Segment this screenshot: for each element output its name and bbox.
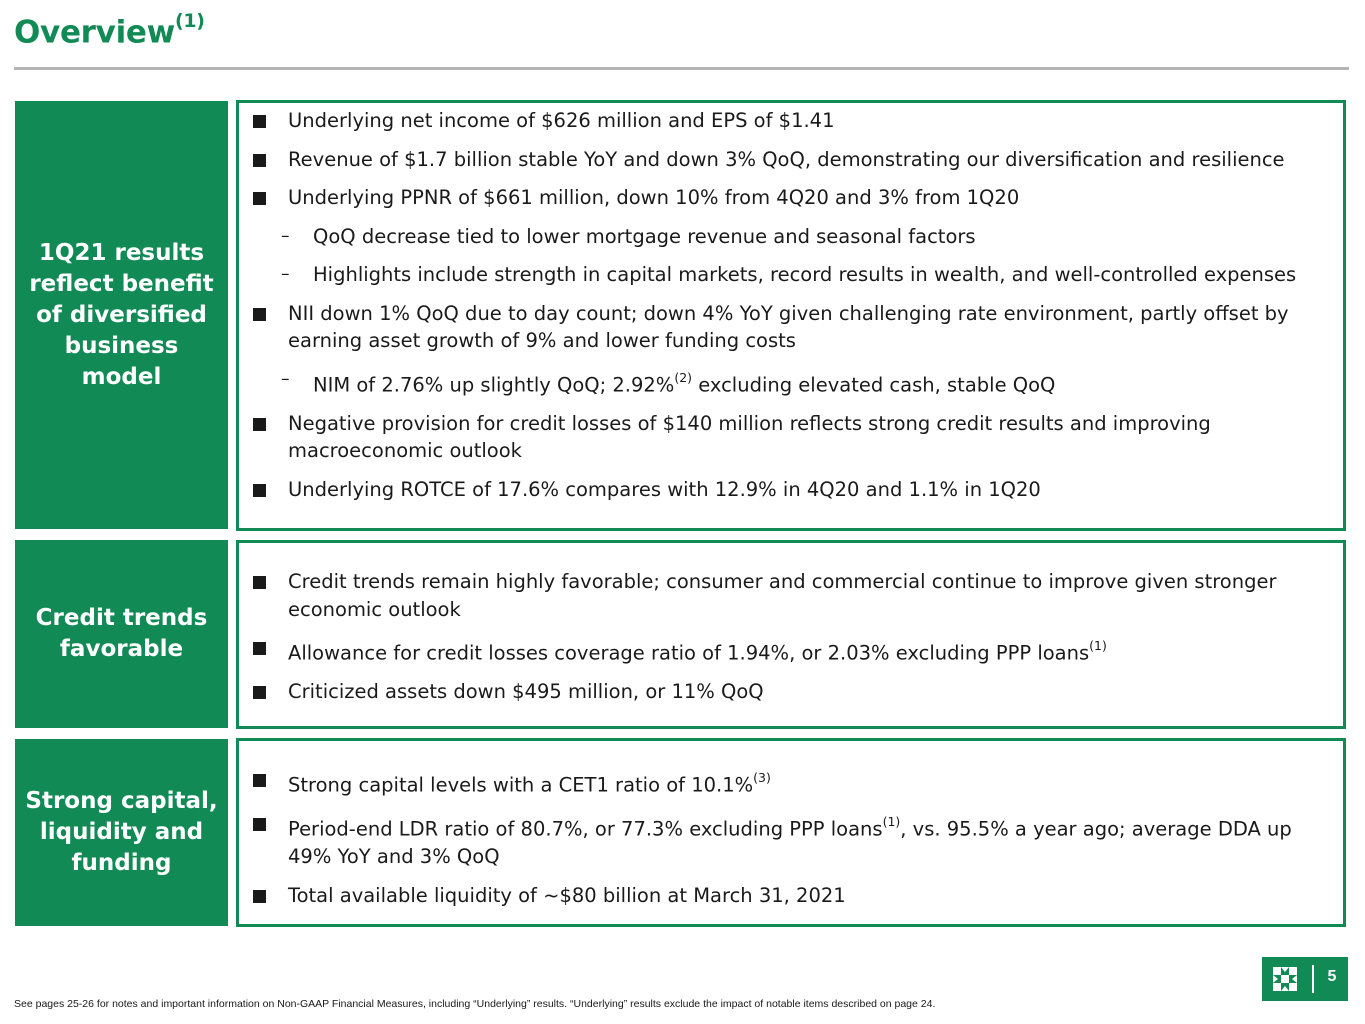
page-badge [1262, 957, 1348, 1001]
bullet-square-icon [253, 686, 266, 699]
bullet-text: Negative provision for credit losses of $140 million reflects strong credit results and improving macroeconomic outlook [288, 411, 1211, 462]
bullet-square-icon [253, 642, 266, 655]
bullet-square-icon [253, 418, 266, 431]
list-item [251, 634, 1331, 667]
list-item [251, 146, 1331, 174]
bullet-text: Underlying net income of $626 million and EPS of $1.41 [288, 109, 835, 132]
list-item [251, 810, 1331, 871]
bullet-text: Underlying ROTCE of 17.6% compares with 12.9% in 4Q20 and 1.1% in 1Q20 [288, 477, 1041, 501]
bullet-text: Total available liquidity of ~$80 billion at March 31, 2021 [288, 883, 846, 907]
badge-divider [1312, 965, 1314, 993]
sub-list-item [251, 223, 1331, 251]
title-divider [14, 67, 1349, 70]
bullet-text: NIM of 2.76% up slightly QoQ; 2.92% [313, 373, 675, 396]
bullet-square-icon [253, 154, 266, 167]
bullet-square-icon [253, 484, 266, 497]
list-item [251, 766, 1331, 799]
bullet-text: Highlights include strength in capital markets, record results in wealth, and well-controlled expenses [313, 263, 1297, 286]
bullet-text: Period-end LDR ratio of 80.7%, or 77.3% excluding PPP loans [288, 817, 883, 841]
citizens-logo-icon [1270, 964, 1300, 994]
footnote-marker: (1) [882, 814, 901, 829]
credit-bullet-list [251, 568, 1331, 706]
dash-icon: – [281, 264, 290, 284]
bullet-text: , vs. 95.5% a year ago; average DDA up 49% YoY and 3% QoQ [288, 817, 1292, 868]
bullet-square-icon [253, 774, 266, 787]
bullet-square-icon [253, 192, 266, 205]
list-item [251, 300, 1331, 355]
bullet-text: Strong capital levels with a CET1 ratio of 10.1% [288, 773, 754, 797]
bullet-text: Underlying PPNR of $661 million, down 10% from 4Q20 and 3% from 1Q20 [288, 186, 1020, 209]
page-title [14, 10, 205, 51]
page-title-text: Overview [14, 14, 175, 51]
results-bullet-list [251, 107, 1331, 503]
section-box-credit [236, 540, 1346, 729]
bullet-text: QoQ decrease tied to lower mortgage revenue and seasonal factors [313, 224, 976, 248]
section-label-credit-text: Credit trends favorable [35, 605, 208, 662]
footnote-marker: (1) [1089, 638, 1107, 653]
list-item [251, 410, 1331, 465]
list-item [251, 882, 1331, 910]
bullet-square-icon [253, 890, 266, 903]
section-box-capital [236, 738, 1346, 927]
capital-bullet-list [251, 766, 1331, 909]
bullet-text: Criticized assets down $495 million, or 11% QoQ [288, 680, 764, 703]
bullet-text: Revenue of $1.7 billion stable YoY and down 3% QoQ, demonstrating our diversification and resilience [288, 147, 1285, 171]
section-label-results-text: 1Q21 results reflect benefit of diversified business model [29, 239, 214, 390]
list-item [251, 568, 1331, 623]
dash-icon: – [281, 368, 290, 389]
bullet-square-icon [253, 308, 266, 321]
list-item [251, 184, 1331, 212]
dash-icon: – [281, 225, 290, 246]
sub-list-item [251, 261, 1331, 289]
footer-note: See pages 25-26 for notes and important information on Non-GAAP Financial Measures, including “Underlying” results. “Underlying” results exclude the impact of notable items described on page 24. [14, 998, 936, 1010]
bullet-square-icon [253, 115, 266, 128]
bullet-text: excluding elevated cash, stable QoQ [692, 373, 1056, 396]
section-label-capital-text: Strong capital, liquidity and funding [25, 788, 218, 876]
bullet-square-icon [253, 818, 266, 831]
section-box-results [236, 100, 1346, 531]
section-label-capital [15, 739, 228, 926]
list-item [251, 107, 1331, 135]
bullet-text: NII down 1% QoQ due to day count; down 4% YoY given challenging rate environment, partly offset by earning asset growth of 9% and lower funding costs [288, 301, 1289, 352]
section-label-results [15, 101, 228, 529]
bullet-text: Allowance for credit losses coverage ratio of 1.94%, or 2.03% excluding PPP loans [288, 641, 1090, 665]
footnote-marker: (3) [753, 770, 771, 785]
page-number: 5 [1327, 968, 1337, 985]
list-item [251, 678, 1331, 706]
bullet-square-icon [253, 576, 266, 589]
footnote-marker: (2) [674, 369, 693, 385]
list-item [251, 476, 1331, 504]
section-label-credit [15, 540, 228, 728]
bullet-text: Credit trends remain highly favorable; consumer and commercial continue to improve given stronger economic outlook [288, 570, 1277, 621]
sub-list-item [251, 366, 1331, 399]
page-title-footnote: (1) [174, 10, 205, 32]
